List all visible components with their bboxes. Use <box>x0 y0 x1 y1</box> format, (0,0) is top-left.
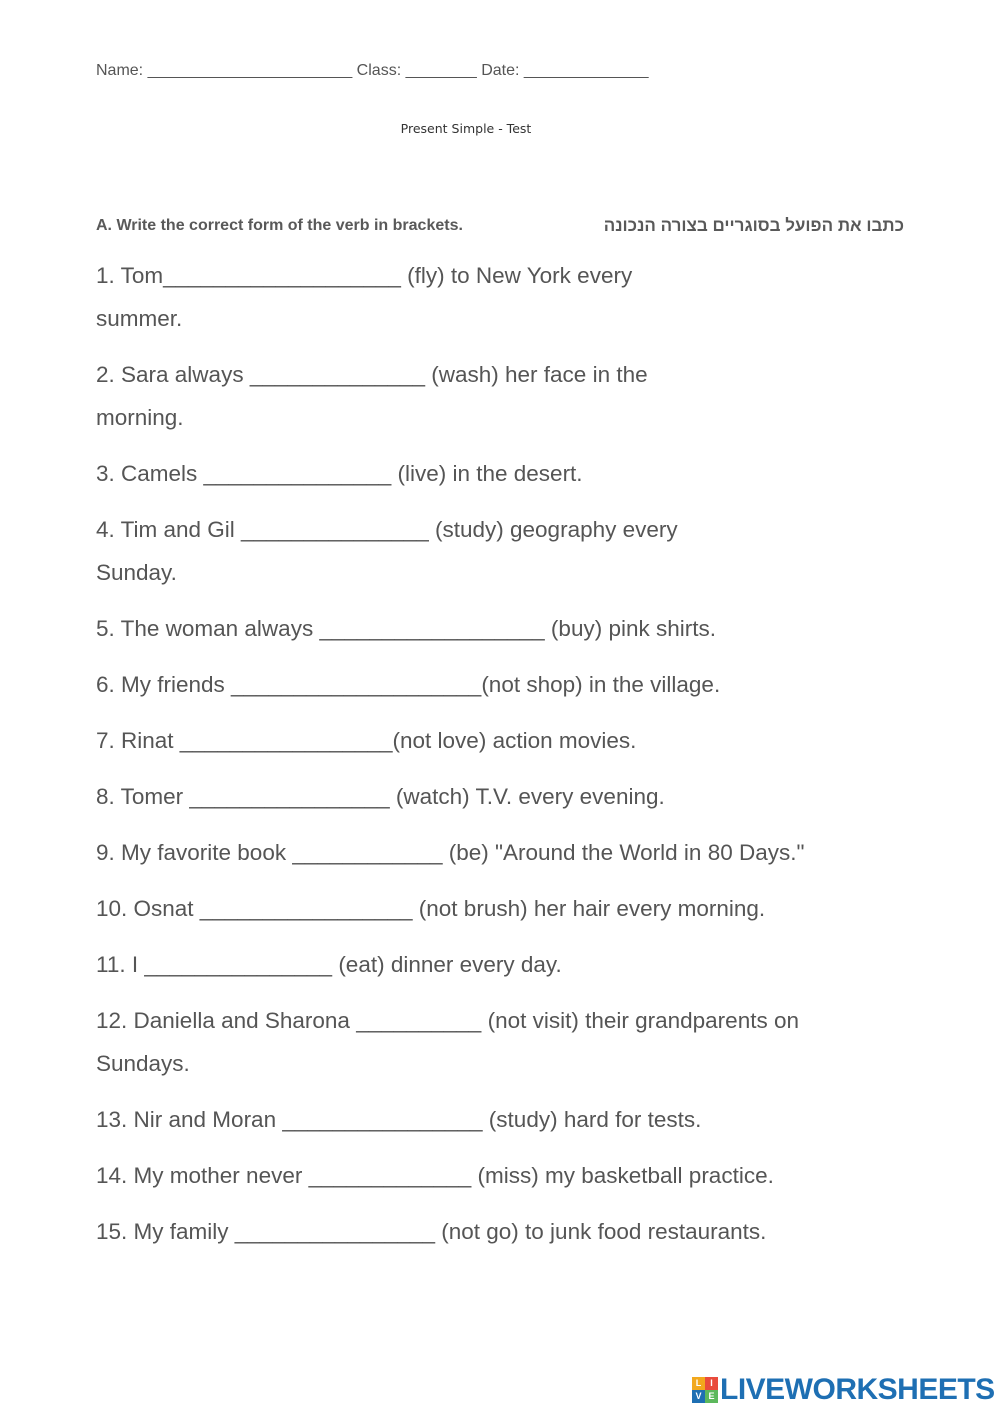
liveworksheets-watermark <box>692 1374 995 1406</box>
question-line: 11. I _______________ (eat) dinner every day. <box>96 952 562 977</box>
question-line: Sunday. <box>96 560 177 585</box>
question-line: 8. Tomer ________________ (watch) T.V. every evening. <box>96 784 665 809</box>
question-line: 1. Tom___________________ (fly) to New York every <box>96 263 633 288</box>
question-line: 7. Rinat _________________(not love) action movies. <box>96 728 637 753</box>
logo-letter: E <box>705 1390 718 1403</box>
question-line: 10. Osnat _________________ (not brush) her hair every morning. <box>96 896 766 921</box>
question-line: Sundays. <box>96 1051 190 1076</box>
logo-letter: I <box>705 1377 718 1390</box>
instruction-hebrew: כתבו את הפועל בסוגריים בצורה הנכונה <box>603 216 904 235</box>
question-line: morning. <box>96 405 184 430</box>
logo-letter: L <box>692 1377 705 1390</box>
question-line: 15. My family ________________ (not go) to junk food restaurants. <box>96 1219 767 1244</box>
question-line: 4. Tim and Gil _______________ (study) geography every <box>96 517 678 542</box>
question-line: 6. My friends ____________________(not shop) in the village. <box>96 672 721 697</box>
worksheet-title: Present Simple - Test <box>400 121 532 136</box>
question-line: 13. Nir and Moran ________________ (study) hard for tests. <box>96 1107 702 1132</box>
watermark-text: LIVEWORKSHEETS <box>720 1373 995 1406</box>
liveworksheets-logo-icon <box>692 1377 718 1403</box>
logo-letter: V <box>692 1390 705 1403</box>
question-line: 14. My mother never _____________ (miss) my basketball practice. <box>96 1163 774 1188</box>
question-line: 2. Sara always ______________ (wash) her face in the <box>96 362 648 387</box>
instruction-english: A. Write the correct form of the verb in brackets. <box>96 217 463 234</box>
question-line: 3. Camels _______________ (live) in the desert. <box>96 461 583 486</box>
question-line: summer. <box>96 306 183 331</box>
student-info-line: Name: _______________________ Class: ________ Date: ______________ <box>96 62 649 79</box>
question-line: 9. My favorite book ____________ (be) "Around the World in 80 Days." <box>96 840 805 865</box>
question-line: 12. Daniella and Sharona __________ (not visit) their grandparents on <box>96 1008 799 1033</box>
question-line: 5. The woman always __________________ (buy) pink shirts. <box>96 616 716 641</box>
